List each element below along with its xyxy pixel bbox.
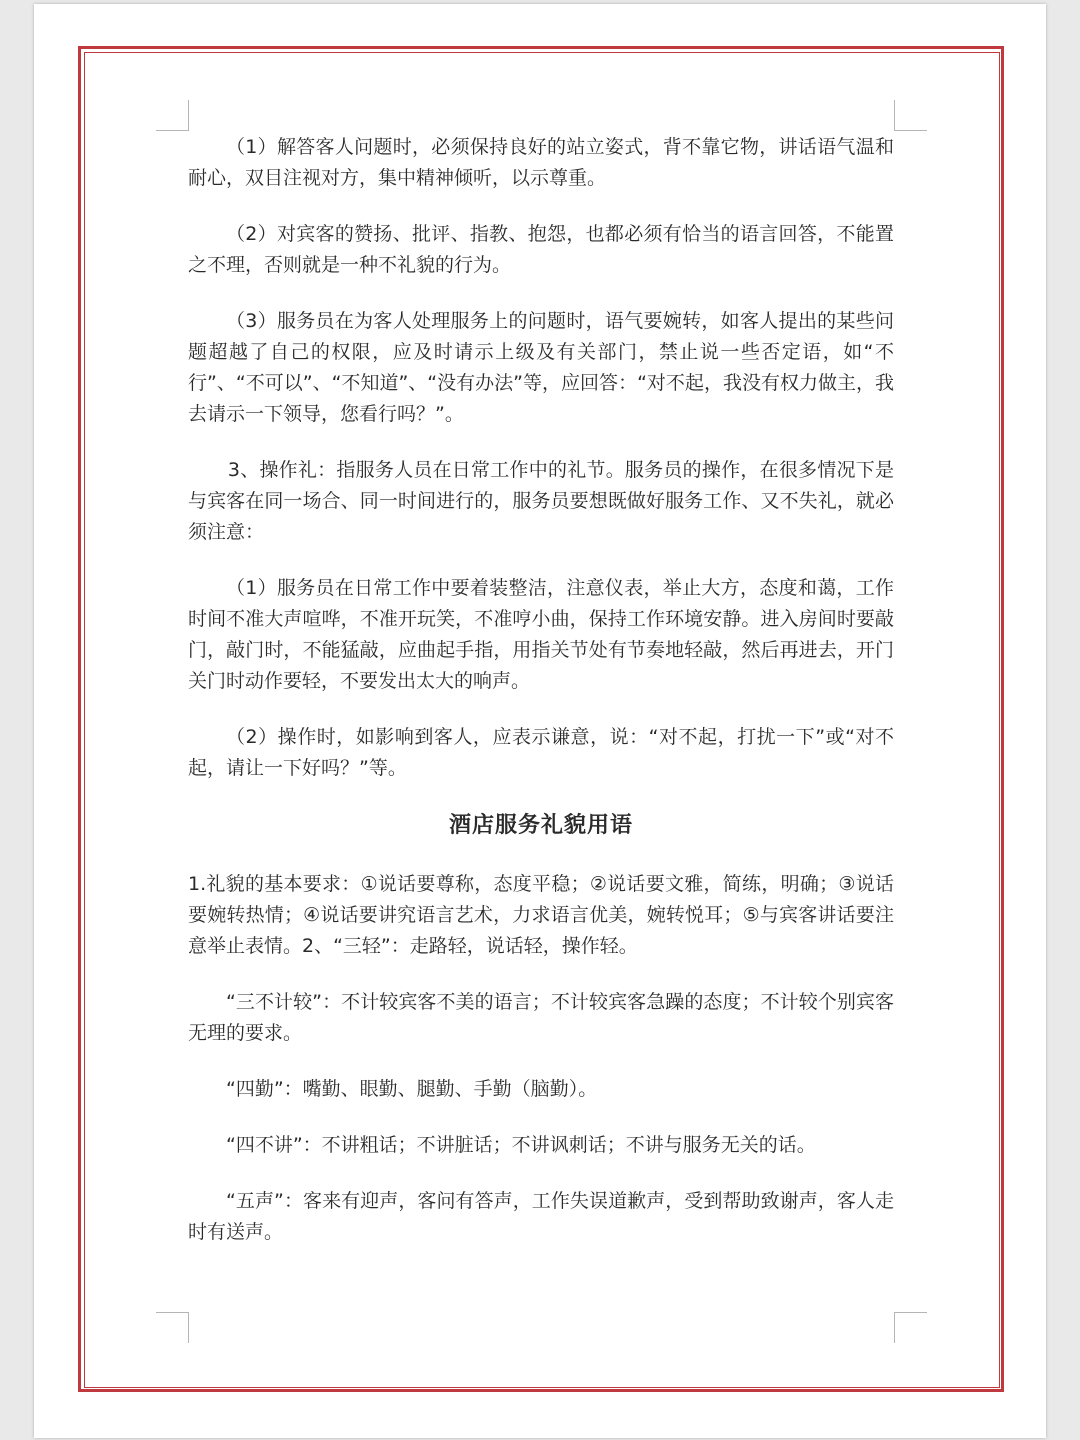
document-body (188, 132, 894, 1273)
paragraph-apology: （2）操作时，如影响到客人，应表示谦意，说：“对不起，打扰一下”或“对不起，请让一下好吗？”等。 (188, 726, 894, 779)
paragraph-four-no-speak: “四不讲”：不讲粗话；不讲脏话；不讲讽刺话；不讲与服务无关的话。 (226, 1134, 816, 1156)
paragraph-tactful-speech: （3）服务员在为客人处理服务上的问题时，语气要婉转，如客人提出的某些问题超越了自己的权限，应及时请示上级及有关部门，禁止说一些否定语，如“不行”、“不可以”、“不知道”、“没有办法”等，应回答：“对不起，我没有权力做主，我去请示一下领导，您看行吗？”。 (188, 310, 894, 425)
margin-corner-top-right (894, 100, 927, 131)
margin-corner-bottom-left (156, 1312, 189, 1343)
paragraph-answer-questions: （1）解答客人问题时，必须保持良好的站立姿式，背不靠它物，讲话语气温和耐心，双目注视对方，集中精神倾听，以示尊重。 (188, 136, 894, 189)
margin-corner-top-left (156, 100, 189, 131)
section-heading: 酒店服务礼貌用语 (448, 812, 633, 838)
paragraph-four-diligence: “四勤”：嘴勤、眼勤、腿勤、手勤（脑勤）。 (226, 1078, 598, 1100)
paragraph-respond-feedback: （2）对宾客的赞扬、批评、指教、抱怨，也都必须有恰当的语言回答，不能置之不理，否则就是一种不礼貌的行为。 (188, 223, 894, 276)
document-page (34, 4, 1046, 1438)
paragraph-five-voices: “五声”：客来有迎声，客问有答声，工作失误道歉声，受到帮助致谢声，客人走时有送声。 (188, 1190, 894, 1243)
paragraph-appearance-conduct: （1）服务员在日常工作中要着装整洁，注意仪表，举止大方，态度和蔼，工作时间不准大声喧哗，不准开玩笑，不准哼小曲，保持工作环境安静。进入房间时要敲门，敲门时，不能猛敲，应曲起手指，用指关节处有节奏地轻敲，然后再进去，开门关门时动作要轻，不要发出太大的响声。 (188, 577, 894, 692)
paragraph-operation-etiquette: 3、操作礼：指服务人员在日常工作中的礼节。服务员的操作，在很多情况下是与宾客在同一场合、同一时间进行的，服务员要想既做好服务工作、又不失礼，就必须注意： (188, 459, 894, 543)
paragraph-three-no-argue: “三不计较”：不计较宾客不美的语言；不计较宾客急躁的态度；不计较个别宾客无理的要求。 (188, 991, 894, 1044)
margin-corner-bottom-right (894, 1312, 927, 1343)
paragraph-basic-requirements: 1.礼貌的基本要求：①说话要尊称，态度平稳；②说话要文雅，简练，明确；③说话要婉转热情；④说话要讲究语言艺术，力求语言优美，婉转悦耳；⑤与宾客讲话要注意举止表情。2、“三轻”：走路轻，说话轻，操作轻。 (188, 873, 894, 957)
